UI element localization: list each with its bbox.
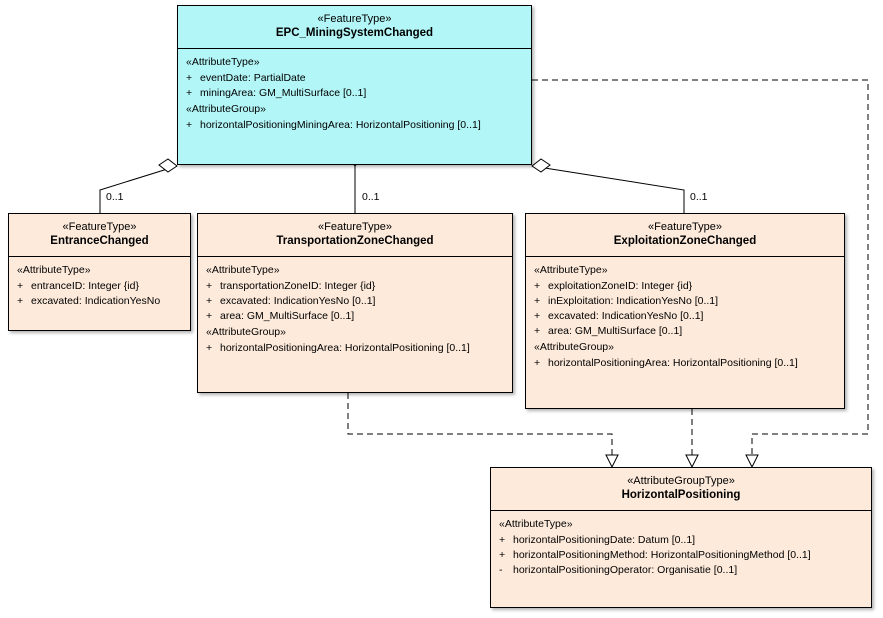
class-header-entrance: [9, 214, 190, 257]
attribute-visibility: +: [499, 549, 506, 561]
attribute-row[interactable]: [491, 533, 871, 548]
attribute-text: horizontalPositioningArea: HorizontalPositioning [0..1]: [548, 357, 798, 369]
attribute-row[interactable]: [9, 279, 190, 294]
section-label: «AttributeGroup»: [534, 341, 614, 353]
attribute-row[interactable]: [526, 324, 844, 339]
class-name: EPC_MiningSystemChanged: [275, 27, 434, 39]
attribute-text: horizontalPositioningMethod: HorizontalPositioningMethod [0..1]: [513, 549, 811, 561]
attribute-text: horizontalPositioningOperator: Organisatie [0..1]: [513, 564, 738, 576]
multiplicity-label: 0..1: [106, 191, 124, 203]
attribute-row[interactable]: [198, 309, 512, 324]
class-body-epc: [178, 49, 531, 139]
attribute-visibility: +: [534, 280, 541, 292]
attribute-visibility: +: [186, 72, 193, 84]
attribute-visibility: -: [499, 564, 503, 576]
class-box-horizpos[interactable]: [490, 467, 872, 608]
composition-epc-exploitationzone: [532, 159, 684, 213]
composition-epc-entrance: [100, 159, 177, 213]
attribute-text: eventDate: PartialDate: [200, 72, 306, 84]
attribute-text: miningArea: GM_MultiSurface [0..1]: [200, 87, 367, 99]
attribute-text: horizontalPositioningDate: Datum [0..1]: [513, 534, 696, 546]
class-box-epc[interactable]: [177, 5, 532, 165]
attribute-row[interactable]: [526, 356, 844, 371]
attribute-row[interactable]: [526, 309, 844, 324]
attribute-visibility: +: [534, 295, 541, 307]
class-header-exploitation: [526, 214, 844, 257]
attribute-text: excavated: IndicationYesNo: [31, 295, 161, 307]
dependency-exploitationzone-horizontalpositioning: [686, 409, 698, 467]
class-body-transport: [198, 257, 512, 362]
attribute-row[interactable]: [178, 118, 531, 133]
attribute-text: exploitationZoneID: Integer {id}: [548, 280, 693, 292]
attribute-visibility: +: [186, 119, 193, 131]
attribute-row[interactable]: [178, 71, 531, 86]
class-body-exploitation: [526, 257, 844, 377]
attribute-text: excavated: IndicationYesNo [0..1]: [220, 295, 376, 307]
attribute-text: area: GM_MultiSurface [0..1]: [548, 325, 683, 337]
section-label: «AttributeType»: [17, 264, 91, 276]
section-label: «AttributeGroup»: [206, 326, 286, 338]
attribute-visibility: +: [206, 310, 213, 322]
attribute-row[interactable]: [198, 294, 512, 309]
class-box-transport[interactable]: [197, 213, 513, 393]
attribute-visibility: +: [206, 280, 213, 292]
class-stereotype: «FeatureType»: [648, 221, 722, 233]
attribute-visibility: +: [17, 280, 24, 292]
attribute-text: transportationZoneID: Integer {id}: [220, 280, 376, 292]
attribute-visibility: +: [186, 87, 193, 99]
class-name: EntranceChanged: [50, 235, 149, 247]
attribute-text: horizontalPositioningMiningArea: HorizontalPositioning [0..1]: [200, 119, 481, 131]
attribute-text: inExploitation: IndicationYesNo [0..1]: [548, 295, 719, 307]
class-header-transport: [198, 214, 512, 257]
section-label: «AttributeType»: [186, 56, 260, 68]
class-body-horizpos: [491, 511, 871, 584]
section-label: «AttributeGroup»: [186, 103, 266, 115]
class-stereotype: «FeatureType»: [318, 221, 392, 233]
class-stereotype: «AttributeGroupType»: [627, 475, 735, 487]
section-label: «AttributeType»: [206, 264, 280, 276]
class-header-epc: [178, 6, 531, 49]
attribute-visibility: +: [206, 342, 213, 354]
attribute-row[interactable]: [198, 341, 512, 356]
class-box-entrance[interactable]: [8, 213, 191, 331]
section-label: «AttributeType»: [499, 518, 573, 530]
attribute-row[interactable]: [491, 563, 871, 578]
attribute-row[interactable]: [9, 294, 190, 309]
attribute-row[interactable]: [526, 279, 844, 294]
attribute-text: horizontalPositioningArea: HorizontalPositioning [0..1]: [220, 342, 470, 354]
multiplicity-label: 0..1: [362, 191, 380, 203]
attribute-visibility: +: [534, 357, 541, 369]
attribute-visibility: +: [206, 295, 213, 307]
class-body-entrance: [9, 257, 190, 315]
attribute-visibility: +: [534, 325, 541, 337]
attribute-visibility: +: [499, 534, 506, 546]
attribute-text: area: GM_MultiSurface [0..1]: [220, 310, 355, 322]
attribute-visibility: +: [17, 295, 24, 307]
class-name: TransportationZoneChanged: [276, 235, 434, 247]
multiplicity-label: 0..1: [690, 191, 708, 203]
attribute-row[interactable]: [491, 548, 871, 563]
attribute-visibility: +: [534, 310, 541, 322]
class-stereotype: «FeatureType»: [317, 13, 392, 25]
attribute-text: entranceID: Integer {id}: [31, 280, 139, 292]
attribute-text: excavated: IndicationYesNo [0..1]: [548, 310, 704, 322]
attribute-row[interactable]: [526, 294, 844, 309]
class-name: ExploitationZoneChanged: [613, 235, 757, 247]
attribute-row[interactable]: [178, 86, 531, 101]
section-label: «AttributeType»: [534, 264, 608, 276]
class-box-exploitation[interactable]: [525, 213, 845, 409]
class-name: HorizontalPositioning: [621, 489, 741, 501]
class-stereotype: «FeatureType»: [62, 221, 137, 233]
class-header-horizpos: [491, 468, 871, 511]
attribute-row[interactable]: [198, 279, 512, 294]
